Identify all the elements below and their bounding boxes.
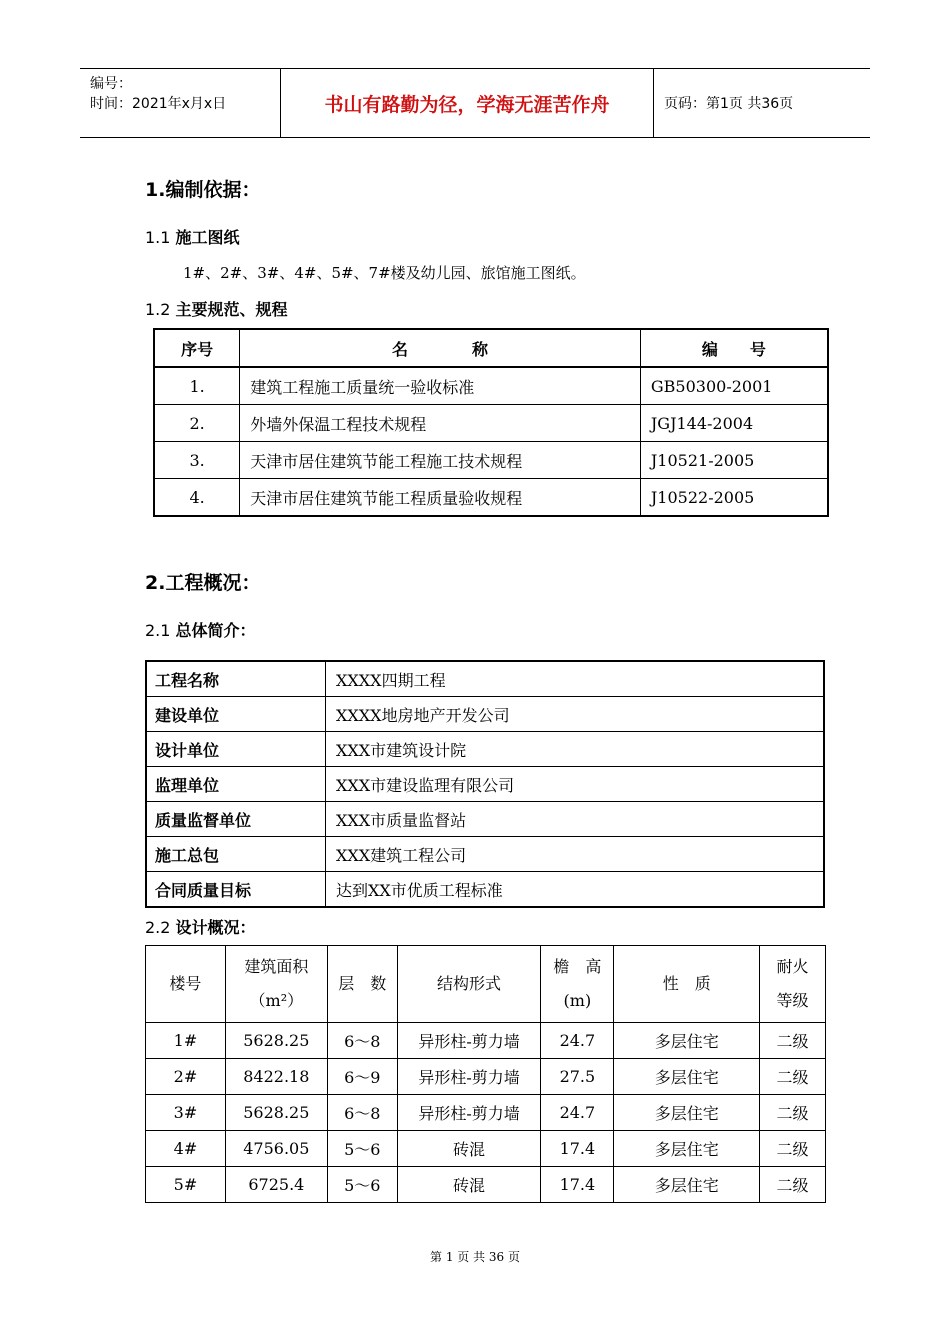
table-row [146,1167,826,1203]
cell-floors: 5～6 [327,1167,397,1203]
cell-floors: 6～9 [327,1059,397,1095]
page-header [80,68,870,138]
cell-height: 17.4 [541,1131,614,1167]
cell-nature: 多层住宅 [614,1023,760,1059]
info-value: XXX市建设监理有限公司 [326,767,825,802]
info-value: XXX市建筑设计院 [326,732,825,767]
cell-structure: 异形柱-剪力墙 [397,1059,541,1095]
col-header-building: 楼号 [146,946,226,1023]
table-row [154,442,828,479]
row-no: 2. [154,405,240,442]
section-number: 2.2 [145,918,171,937]
section-2-title: 2.工程概况： [145,572,261,594]
cell-structure: 砖混 [397,1131,541,1167]
table-row [146,1059,826,1095]
info-row [146,767,824,802]
section-1-1-heading [145,225,240,248]
info-row [146,872,824,908]
cell-height: 24.7 [541,1095,614,1131]
table-row [146,1095,826,1131]
row-no: 3. [154,442,240,479]
cell-building: 4# [146,1131,226,1167]
cell-structure: 异形柱-剪力墙 [397,1023,541,1059]
cell-nature: 多层住宅 [614,1131,760,1167]
col-header-height [541,946,614,1023]
section-2-1-heading [145,618,256,641]
cell-floors: 6～8 [327,1095,397,1131]
cell-nature: 多层住宅 [614,1095,760,1131]
cell-fire: 二级 [760,1095,826,1131]
col-header-fire [760,946,826,1023]
cell-area: 5628.25 [225,1095,327,1131]
section-title: 总体简介： [175,621,256,640]
project-info-table [145,660,825,908]
table-header-row [154,329,828,367]
cell-building: 2# [146,1059,226,1095]
info-value: XXX建筑工程公司 [326,837,825,872]
fire-label-line2: 等级 [776,991,809,1010]
row-name: 天津市居住建筑节能工程施工技术规程 [240,442,641,479]
info-value: 达到XX市优质工程标准 [326,872,825,908]
cell-building: 5# [146,1167,226,1203]
cell-height: 17.4 [541,1167,614,1203]
row-code: J10521-2005 [640,442,828,479]
cell-nature: 多层住宅 [614,1167,760,1203]
section-1-title: 1.编制依据： [145,179,261,201]
cell-area: 8422.18 [225,1059,327,1095]
col-header-name: 名 称 [240,329,641,367]
header-motto: 书山有路勤为径，学海无涯苦作舟 [281,69,654,137]
height-unit: (m) [563,991,592,1010]
cell-floors: 6～8 [327,1023,397,1059]
section-number: 2.1 [145,621,171,640]
col-header-code: 编 号 [640,329,828,367]
cell-building: 3# [146,1095,226,1131]
cell-floors: 5～6 [327,1131,397,1167]
section-number: 1.2 [145,300,171,319]
cell-height: 24.7 [541,1023,614,1059]
height-label: 檐 高 [553,957,602,976]
col-header-structure: 结构形式 [397,946,541,1023]
fire-label-line1: 耐火 [776,957,809,976]
info-key: 工程名称 [146,661,326,697]
info-key: 质量监督单位 [146,802,326,837]
table-row [154,367,828,405]
cell-fire: 二级 [760,1059,826,1095]
section-title: 设计概况： [175,918,256,937]
row-name: 天津市居住建筑节能工程质量验收规程 [240,479,641,517]
standards-table [153,328,829,517]
col-header-nature: 性 质 [614,946,760,1023]
area-unit: （m²） [249,991,304,1010]
design-overview-table [145,945,826,1203]
cell-area: 4756.05 [225,1131,327,1167]
header-meta [80,69,281,137]
col-header-area [225,946,327,1023]
row-code: JGJ144-2004 [640,405,828,442]
info-key: 合同质量目标 [146,872,326,908]
row-no: 4. [154,479,240,517]
row-no: 1. [154,367,240,405]
info-row [146,697,824,732]
cell-fire: 二级 [760,1023,826,1059]
info-row [146,837,824,872]
design-header-row [146,946,826,1023]
cell-structure: 异形柱-剪力墙 [397,1095,541,1131]
section-title: 施工图纸 [175,228,240,247]
area-label: 建筑面积 [244,957,309,976]
col-header-floors: 层 数 [327,946,397,1023]
info-key: 设计单位 [146,732,326,767]
cell-area: 6725.4 [225,1167,327,1203]
col-header-no: 序号 [154,329,240,367]
header-page-info: 页码：第1页 共36页 [664,96,794,112]
info-key: 监理单位 [146,767,326,802]
info-row [146,661,824,697]
info-key: 建设单位 [146,697,326,732]
row-name: 外墙外保温工程技术规程 [240,405,641,442]
info-row [146,732,824,767]
row-name: 建筑工程施工质量统一验收标准 [240,367,641,405]
info-value: XXXX四期工程 [326,661,825,697]
document-number: 编号： [90,76,132,92]
table-row [146,1131,826,1167]
info-value: XXX市质量监督站 [326,802,825,837]
document-time: 时间：2021年x月x日 [90,96,227,112]
info-row [146,802,824,837]
cell-nature: 多层住宅 [614,1059,760,1095]
info-value: XXXX地房地产开发公司 [326,697,825,732]
cell-fire: 二级 [760,1131,826,1167]
info-key: 施工总包 [146,837,326,872]
table-row [146,1023,826,1059]
cell-structure: 砖混 [397,1167,541,1203]
section-title: 主要规范、规程 [175,300,288,319]
section-1-2-heading [145,297,288,320]
row-code: GB50300-2001 [640,367,828,405]
section-number: 1.1 [145,228,171,247]
drawings-description: 1#、2#、3#、4#、5#、7#楼及幼儿园、旅馆施工图纸。 [183,264,586,282]
page-footer: 第 1 页 共 36 页 [430,1250,520,1264]
section-2-2-heading [145,915,256,938]
cell-building: 1# [146,1023,226,1059]
row-code: J10522-2005 [640,479,828,517]
cell-fire: 二级 [760,1167,826,1203]
table-row [154,405,828,442]
cell-area: 5628.25 [225,1023,327,1059]
cell-height: 27.5 [541,1059,614,1095]
table-row [154,479,828,517]
